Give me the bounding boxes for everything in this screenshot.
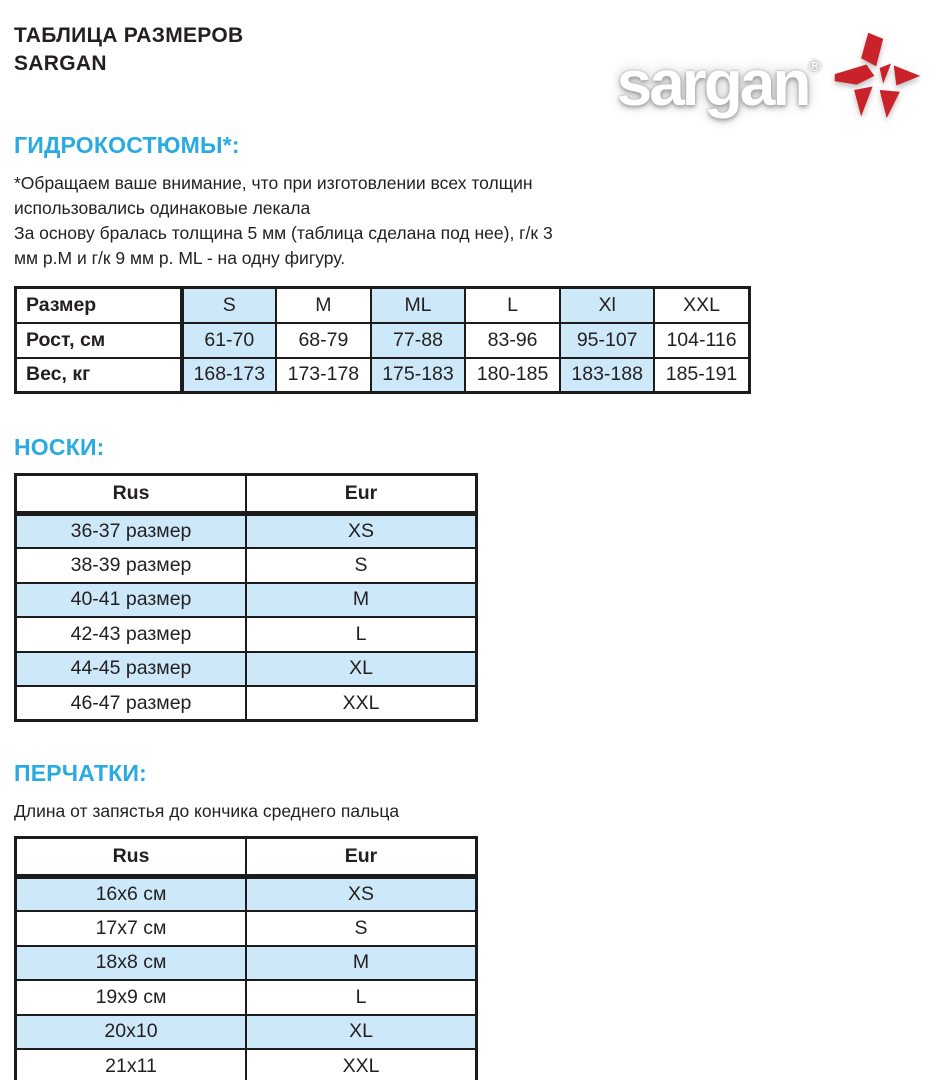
table-header-cell: M <box>276 288 371 323</box>
table-cell: XXL <box>246 1049 477 1080</box>
table-cell: 61-70 <box>182 323 277 358</box>
table-row <box>16 686 477 721</box>
table-header-cell: L <box>465 288 560 323</box>
page-title-line2: SARGAN <box>14 52 107 75</box>
table-row <box>16 1049 477 1080</box>
table-cell: 42-43 размер <box>16 617 247 652</box>
wetsuits-weight-row <box>16 358 750 393</box>
sargan-brand-text: sargan <box>616 47 809 119</box>
table-row <box>16 583 477 618</box>
page-title <box>14 18 243 78</box>
table-cell: S <box>246 548 477 583</box>
table-row <box>16 980 477 1015</box>
table-cell: 175-183 <box>371 358 466 393</box>
wetsuits-section <box>14 132 937 394</box>
table-header-cell: Eur <box>246 838 477 877</box>
table-cell: 16x6 см <box>16 877 247 912</box>
gloves-subtitle: Длина от запястья до кончика среднего пальца <box>14 801 400 821</box>
table-header-cell: Rus <box>16 838 247 877</box>
page-title-line1: ТАБЛИЦА РАЗМЕРОВ <box>14 24 244 47</box>
table-cell: L <box>246 617 477 652</box>
table-cell: 185-191 <box>654 358 749 393</box>
socks-size-table <box>14 473 478 722</box>
gloves-header-row <box>16 838 477 877</box>
wetsuits-note-line: *Обращаем ваше внимание, что при изготовлении всех толщин <box>14 173 533 193</box>
wetsuits-height-row <box>16 323 750 358</box>
table-cell: 104-116 <box>654 323 749 358</box>
table-cell: S <box>246 911 477 946</box>
table-header-cell: XXL <box>654 288 749 323</box>
wetsuits-note-line: использовались одинаковые лекала <box>14 198 311 218</box>
wetsuits-note-line: За основу бралась толщина 5 мм (таблица сделана под нее), г/к 3 <box>14 223 553 243</box>
table-row <box>16 911 477 946</box>
wetsuits-note-line: мм р.М и г/к 9 мм р. ML - на одну фигуру. <box>14 248 346 268</box>
gloves-heading: ПЕРЧАТКИ: <box>14 760 147 786</box>
table-cell: 19x9 см <box>16 980 247 1015</box>
table-cell: 68-79 <box>276 323 371 358</box>
row-label-cell: Вес, кг <box>16 358 182 393</box>
table-cell: 77-88 <box>371 323 466 358</box>
table-cell: 44-45 размер <box>16 652 247 687</box>
table-header-cell: Размер <box>16 288 182 323</box>
wetsuits-heading: ГИДРОКОСТЮМЫ*: <box>14 132 240 158</box>
table-row <box>16 548 477 583</box>
sargan-star-icon <box>831 31 923 119</box>
table-cell: 38-39 размер <box>16 548 247 583</box>
table-cell: 46-47 размер <box>16 686 247 721</box>
table-cell: XS <box>246 514 477 549</box>
table-row <box>16 877 477 912</box>
table-header-cell: Rus <box>16 475 247 514</box>
page-header <box>14 18 937 118</box>
wetsuits-note <box>14 171 937 271</box>
table-row <box>16 617 477 652</box>
table-row <box>16 946 477 981</box>
table-cell: 40-41 размер <box>16 583 247 618</box>
wetsuits-header-row <box>16 288 750 323</box>
table-header-cell: ML <box>371 288 466 323</box>
table-cell: M <box>246 583 477 618</box>
row-label-cell: Рост, см <box>16 323 182 358</box>
table-cell: 21x11 <box>16 1049 247 1080</box>
table-header-cell: Eur <box>246 475 477 514</box>
table-cell: XL <box>246 652 477 687</box>
table-cell: 168-173 <box>182 358 277 393</box>
table-header-cell: Xl <box>560 288 655 323</box>
table-cell: 18x8 см <box>16 946 247 981</box>
table-row <box>16 652 477 687</box>
table-cell: 95-107 <box>560 323 655 358</box>
registered-trademark-symbol: ® <box>808 56 821 75</box>
table-header-cell: S <box>182 288 277 323</box>
table-cell: XS <box>246 877 477 912</box>
gloves-section <box>14 760 937 1080</box>
sargan-logo <box>617 26 923 123</box>
wetsuits-size-table <box>14 286 751 394</box>
table-cell: 183-188 <box>560 358 655 393</box>
table-cell: XXL <box>246 686 477 721</box>
socks-header-row <box>16 475 477 514</box>
table-cell: 83-96 <box>465 323 560 358</box>
gloves-size-table <box>14 836 478 1080</box>
sargan-wordmark <box>617 26 821 123</box>
table-cell: 36-37 размер <box>16 514 247 549</box>
table-row <box>16 514 477 549</box>
socks-section <box>14 434 937 722</box>
table-cell: 20x10 <box>16 1015 247 1050</box>
table-row <box>16 1015 477 1050</box>
table-cell: 17x7 см <box>16 911 247 946</box>
table-cell: M <box>246 946 477 981</box>
table-cell: 180-185 <box>465 358 560 393</box>
table-cell: L <box>246 980 477 1015</box>
socks-heading: НОСКИ: <box>14 434 105 460</box>
table-cell: XL <box>246 1015 477 1050</box>
table-cell: 173-178 <box>276 358 371 393</box>
